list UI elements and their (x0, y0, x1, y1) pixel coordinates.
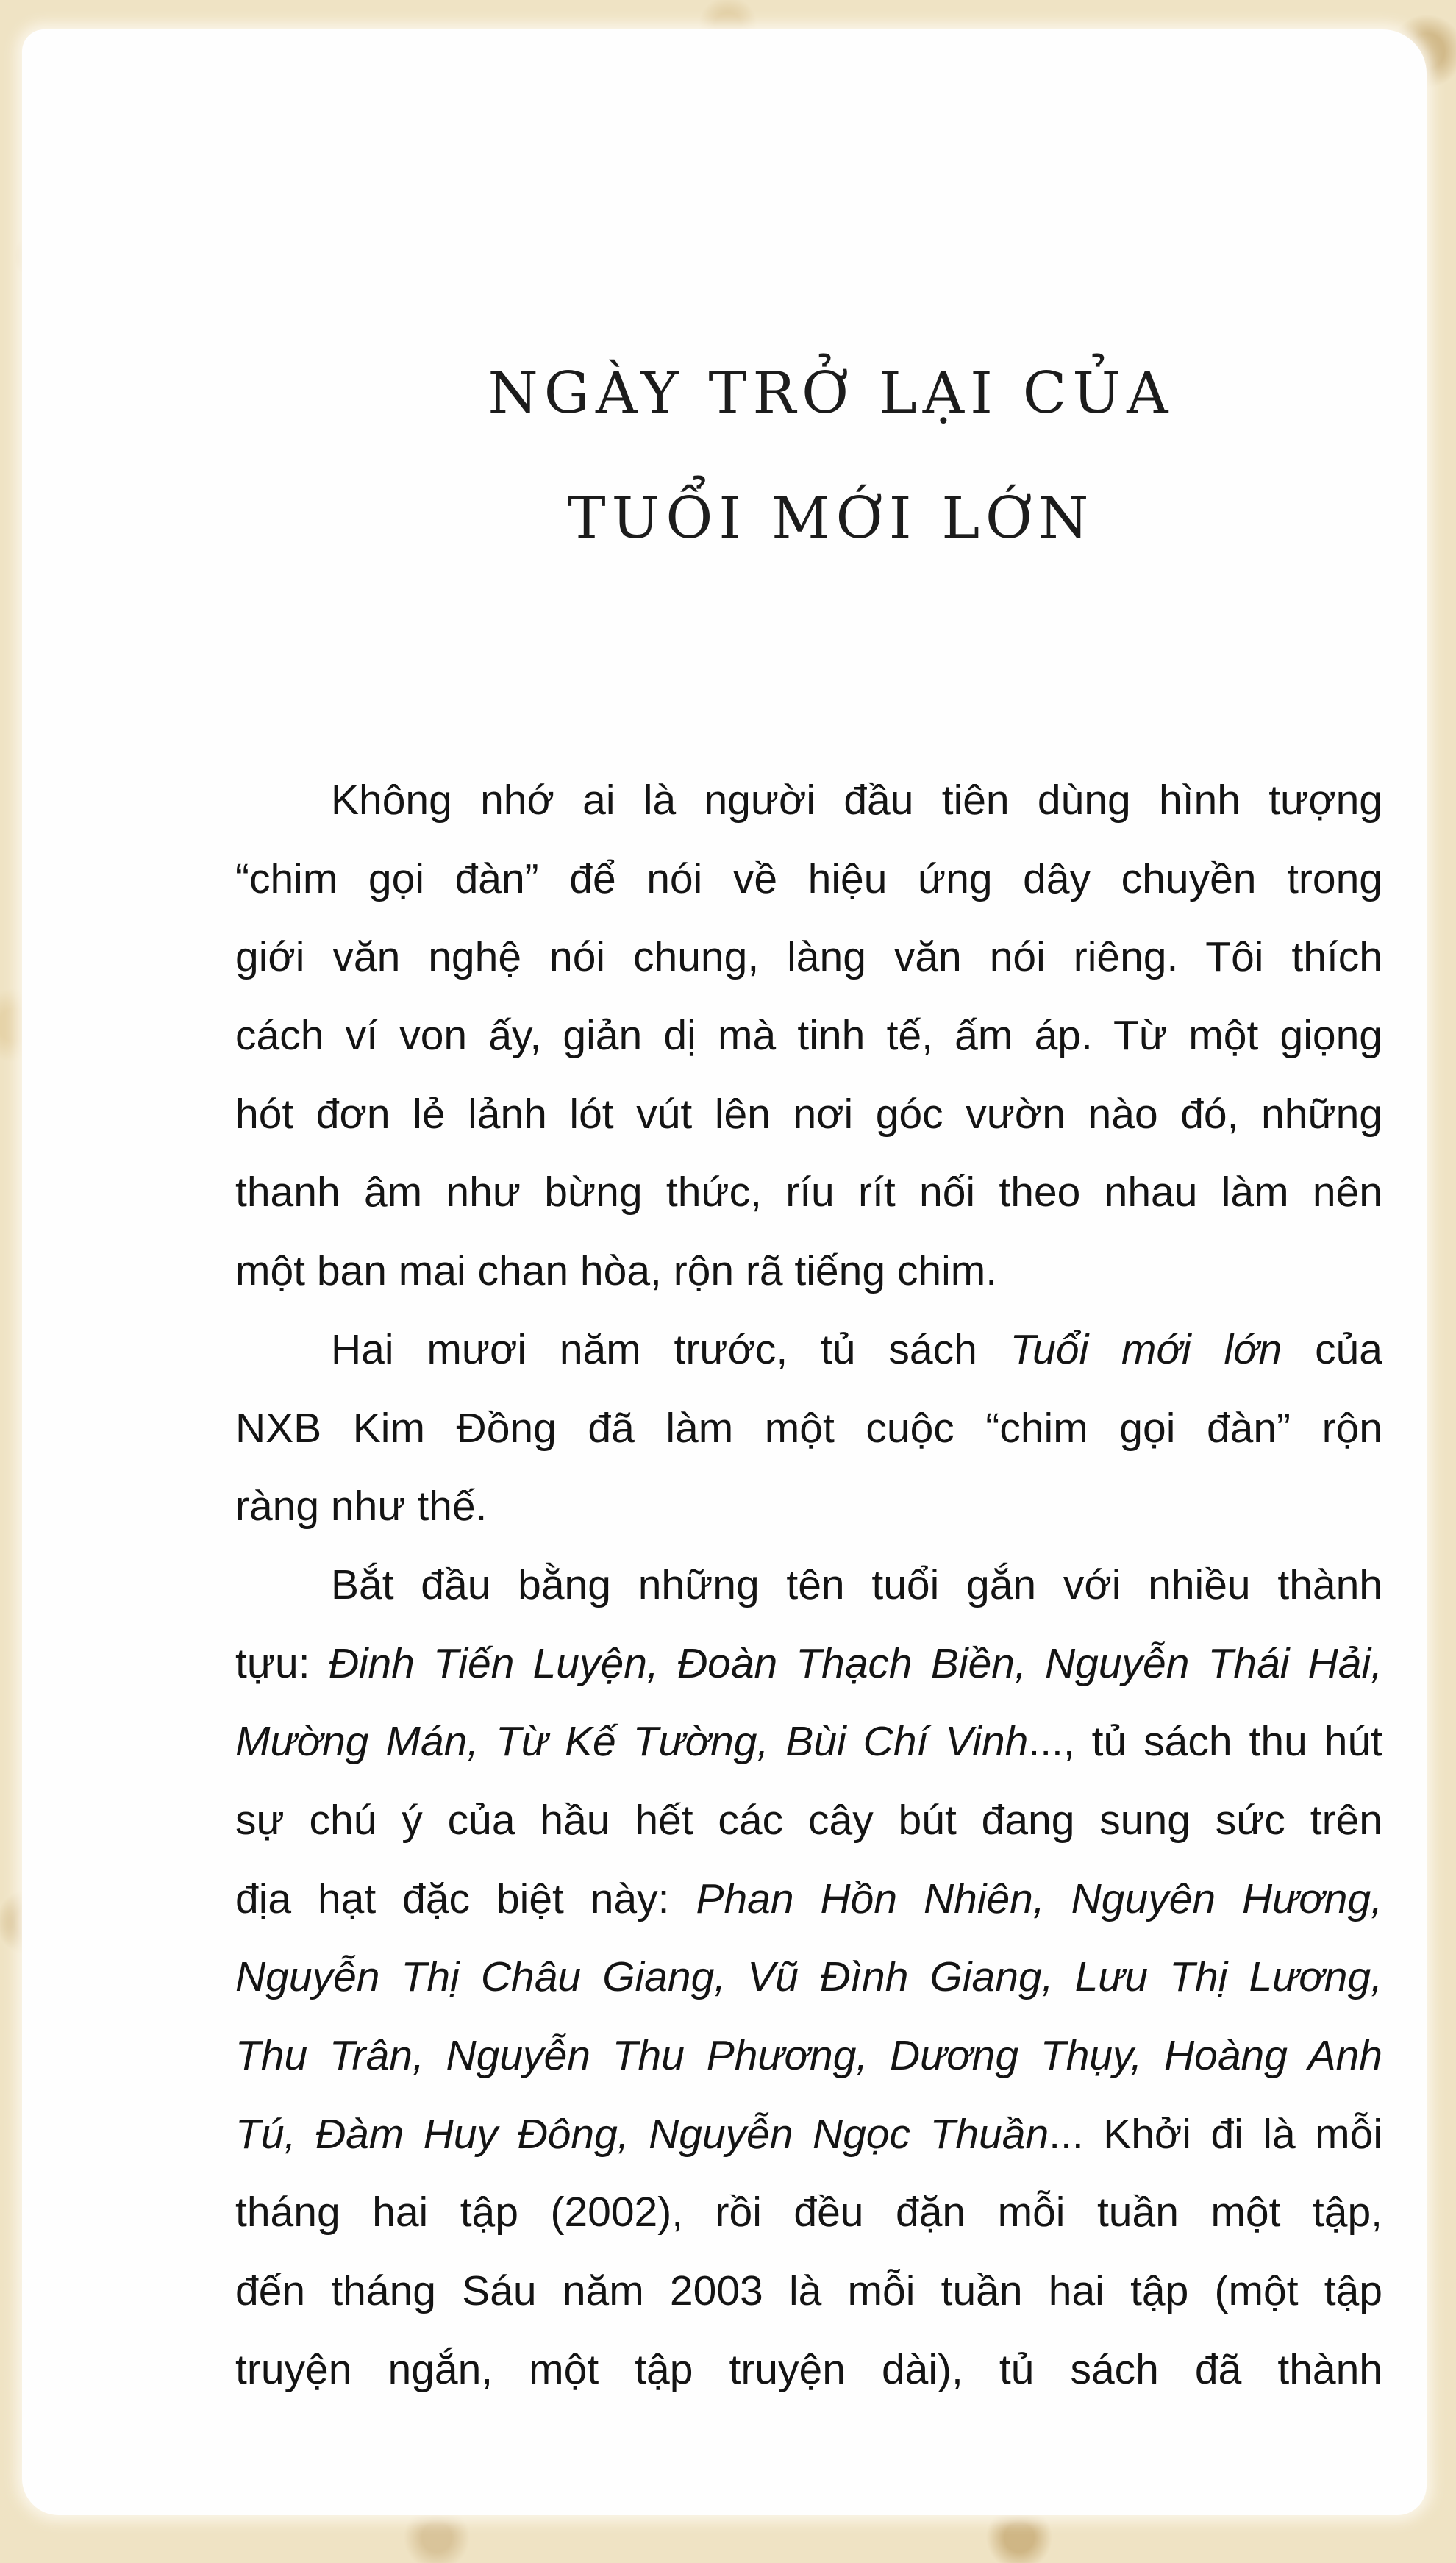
text-segment: Không nhớ ai là người đầu tiên dùng hình tượng (331, 777, 1382, 824)
text-segment: tháng hai tập (2002), rồi đều đặn mỗi tuần một tập, (235, 2189, 1382, 2236)
italic-text: Tú, Đàm Huy Đông, Nguyễn Ngọc Thuần (235, 2110, 1049, 2158)
paragraph-3-line (235, 2173, 1382, 2252)
text-segment: đến tháng Sáu năm 2003 là mỗi tuần hai tập (một tập (235, 2267, 1382, 2315)
body-text (235, 761, 1382, 2409)
chapter-title-line-2: TUỔI MỚI LỚN (567, 485, 1095, 552)
paragraph-2-line (235, 1311, 1382, 1389)
paragraph-1-line (235, 1153, 1382, 1232)
text-segment: một ban mai chan hòa, rộn rã tiếng chim. (235, 1247, 998, 1295)
paragraph-3-line (235, 1703, 1382, 1781)
paragraph-2-line (235, 1467, 1382, 1546)
text-segment: tựu: (235, 1639, 329, 1687)
paragraph-3-line (235, 2095, 1382, 2174)
paragraph-1-line (235, 997, 1382, 1075)
paragraph-3-line (235, 1938, 1382, 2017)
text-segment: NXB Kim Đồng đã làm một cuộc “chim gọi đàn” rộn (235, 1404, 1382, 1452)
text-segment: “chim gọi đàn” để nói về hiệu ứng dây chuyền trong (235, 855, 1382, 902)
chapter-title-line-1: NGÀY TRỞ LẠI CỦA (488, 360, 1174, 427)
text-segment: của (1282, 1325, 1382, 1373)
text-segment: hót đơn lẻ lảnh lót vút lên nơi góc vườn nào đó, những (235, 1090, 1382, 1138)
paragraph-3-line (235, 1860, 1382, 1939)
italic-text: Mường Mán, Từ Kế Tường, Bùi Chí Vinh (235, 1718, 1029, 1766)
paragraph-1-line (235, 1232, 1382, 1311)
text-segment: địa hạt đặc biệt này: (235, 1875, 696, 1922)
paragraph-1-line (235, 761, 1382, 840)
text-segment: ... Khởi đi là mỗi (1049, 2110, 1382, 2158)
text-segment: giới văn nghệ nói chung, làng văn nói riêng. Tôi thích (235, 933, 1382, 981)
text-segment: truyện ngắn, một tập truyện dài), tủ sách đã thành (235, 2345, 1382, 2393)
book-page (22, 29, 1427, 2515)
paragraph-3-line (235, 1546, 1382, 1625)
paragraph-3-line (235, 2252, 1382, 2331)
text-segment: ràng như thế. (235, 1483, 488, 1530)
italic-text: Đinh Tiến Luyện, Đoàn Thạch Biền, Nguyễn Thái Hải, (328, 1639, 1382, 1687)
paragraph-3-line (235, 2017, 1382, 2095)
text-segment: Hai mươi năm trước, tủ sách (331, 1325, 1010, 1373)
paragraph-3-line (235, 1781, 1382, 1860)
text-segment: cách ví von ấy, giản dị mà tinh tế, ấm áp. Từ một giọng (235, 1012, 1382, 1060)
text-segment: thanh âm như bừng thức, ríu rít nối theo nhau làm nên (235, 1169, 1382, 1216)
paragraph-2-line (235, 1389, 1382, 1468)
paragraph-1-line (235, 918, 1382, 997)
italic-text: Thu Trân, Nguyễn Thu Phương, Dương Thụy, Hoàng Anh (235, 2032, 1382, 2079)
paragraph-3-line (235, 2331, 1382, 2409)
text-segment: Bắt đầu bằng những tên tuổi gắn với nhiều thành (331, 1561, 1382, 1608)
italic-text: Tuổi mới lớn (1010, 1325, 1282, 1373)
paragraph-1-line (235, 1075, 1382, 1154)
paragraph-3-line (235, 1625, 1382, 1703)
italic-text: Nguyễn Thị Châu Giang, Vũ Đình Giang, Lưu Thị Lương, (235, 1953, 1382, 2001)
text-segment: ..., tủ sách thu hút (1028, 1718, 1382, 1766)
text-segment: sự chú ý của hầu hết các cây bút đang sung sức trên (235, 1796, 1382, 1844)
paragraph-1-line (235, 840, 1382, 919)
italic-text: Phan Hồn Nhiên, Nguyên Hương, (696, 1875, 1383, 1922)
